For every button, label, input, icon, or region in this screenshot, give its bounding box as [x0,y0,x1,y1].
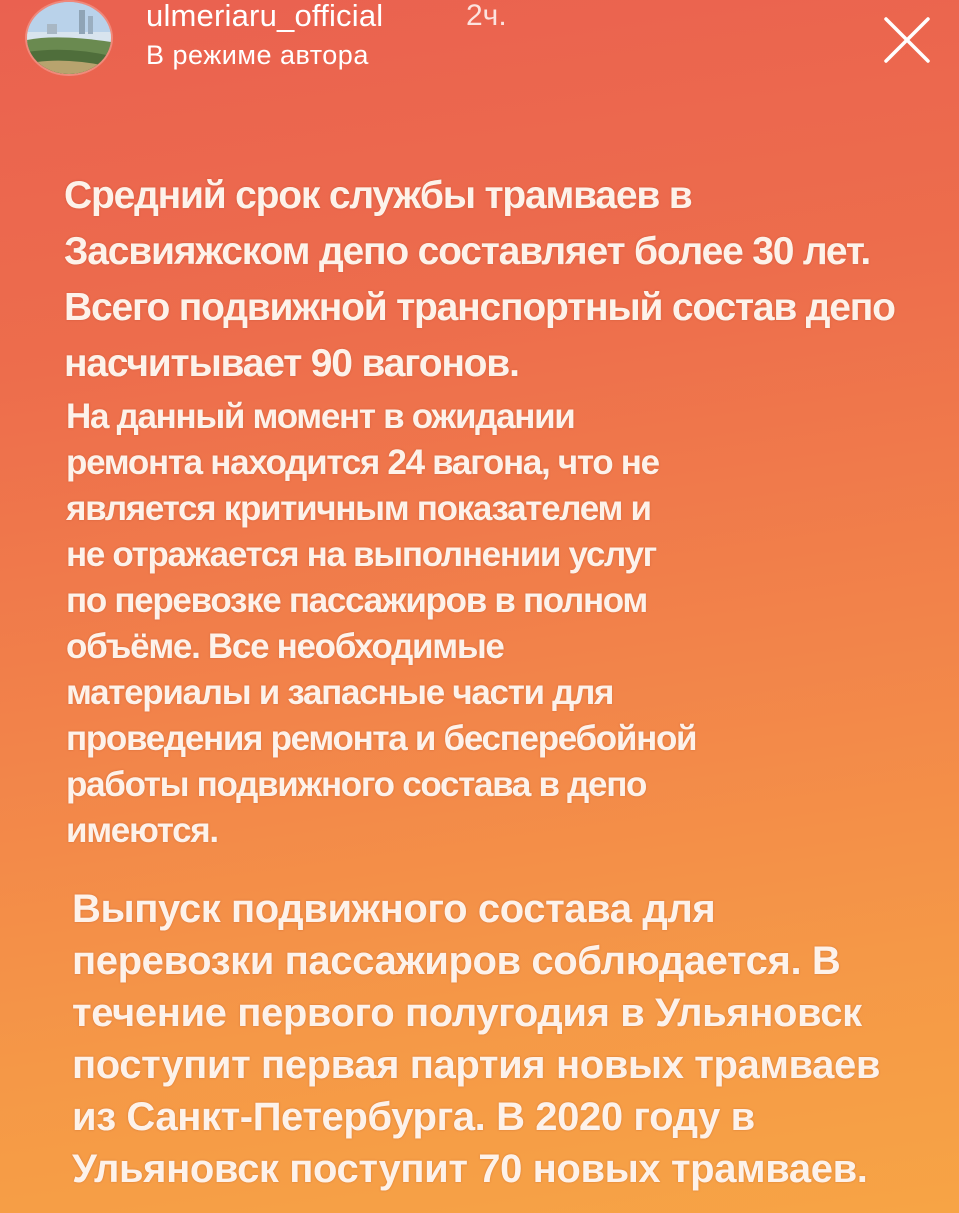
text-line: насчитывает 90 вагонов. [64,342,519,385]
text-line: материалы и запасные части для [66,673,614,712]
text-line: поступит первая партия новых трамваев [72,1043,881,1087]
text-line: ремонта находится 24 вагона, что не [66,443,659,482]
text-line: является критичным показателем и [66,489,651,528]
close-icon[interactable] [880,13,934,67]
text-line: Всего подвижной транспортный состав депо [64,286,895,329]
story-paragraph-1 [64,168,895,392]
post-time: 2ч. [466,0,507,32]
text-line: объёме. Все необходимые [66,627,504,666]
author-mode-label: В режиме автора [146,40,369,70]
text-line: имеются. [66,811,218,850]
text-line: Засвияжском депо составляет более 30 лет. [64,230,870,273]
story-paragraph-2 [66,394,696,854]
text-line: На данный момент в ожидании [66,397,575,436]
text-line: работы подвижного состава в депо [66,765,647,804]
text-line: Ульяновск поступит 70 новых трамваев. [72,1147,868,1191]
avatar-image [27,2,111,74]
username[interactable]: ulmeriaru_official [146,0,384,33]
text-line: не отражается на выполнении услуг [66,535,656,574]
text-line: по перевозке пассажиров в полном [66,581,648,620]
avatar[interactable] [27,2,111,74]
story-paragraph-3 [72,883,880,1195]
story-header [0,0,959,90]
text-line: из Санкт-Петербурга. В 2020 году в [72,1095,755,1139]
text-line: Средний срок службы трамваев в [64,174,692,217]
text-line: проведения ремонта и бесперебойной [66,719,697,758]
text-line: Выпуск подвижного состава для [72,887,716,931]
text-line: течение первого полугодия в Ульяновск [72,991,862,1035]
text-line: перевозки пассажиров соблюдается. В [72,939,841,983]
